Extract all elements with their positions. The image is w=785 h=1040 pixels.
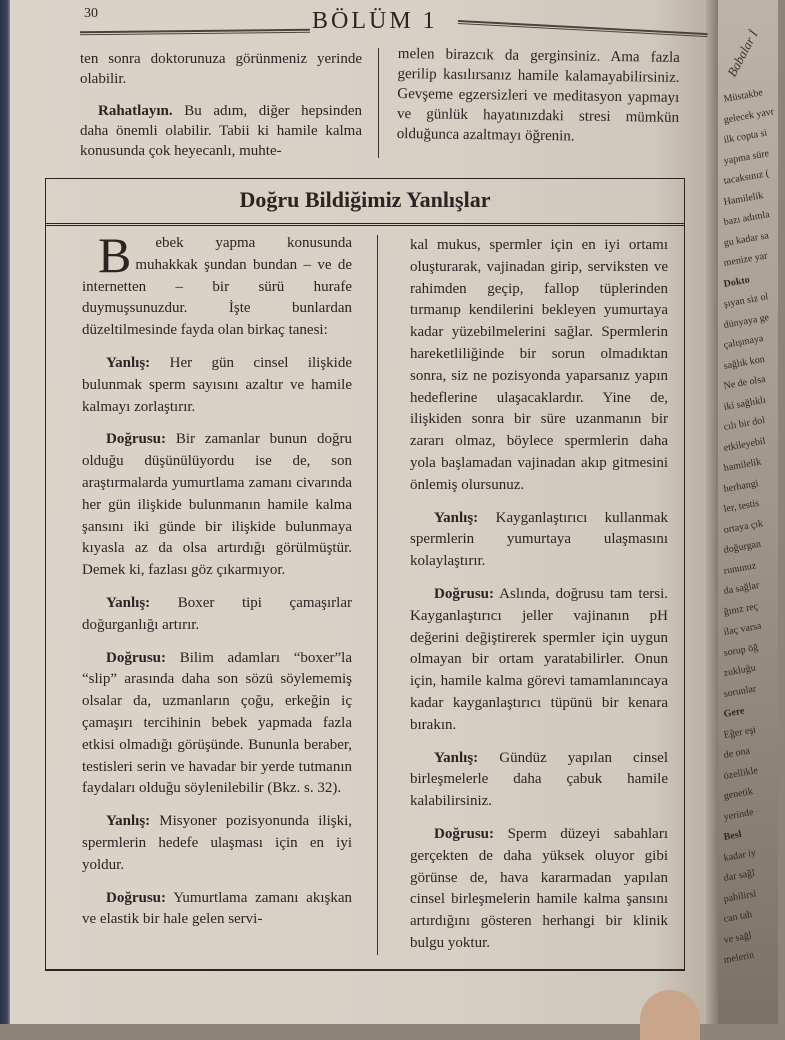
adjacent-page-line: gu kadar sa [722,229,770,249]
adjacent-page-line: dar sağl [722,867,756,884]
adjacent-page-line: özellikle [722,764,759,782]
fact-label: Doğrusu: [434,825,495,842]
fact-4 [410,584,668,737]
adjacent-page-line: Dokto [722,274,751,290]
paragraph: melen birazcık da gerginsiniz. Ama fazla gerilip kasılırsanız hamile kalamayabilirsiniz. Gevşeme egzersizleri ve meditasyon yapmayı ve günlük hayatınızdaki stresi mümkün olduğunca azaltmayı öğrenin. [396,45,680,145]
fact-text: Sperm düzeyi sabahları gerçekten de daha yüksek oluyor gibi görünse de, hava kararmadan yapılan cinsel birleşmelerin hamile kalma şansını artırdığını gösteren herhangi bir klinik bulgu yoktur. [410,825,668,951]
fact-label: Doğrusu: [106,649,167,666]
adjacent-page-line: tacaksınız ( [722,168,770,187]
box-column-divider [377,235,378,955]
myth-label: Yanlış: [106,354,151,371]
adjacent-page-line: ortaya çık [722,517,764,536]
adjacent-page-line: Hamilelik [722,189,765,208]
myth-label: Yanlış: [106,813,151,830]
box-right-column [410,235,668,966]
paragraph: ten sonra doktorunuza görünmeniz yerinde olabilir. [80,51,362,87]
myth-4 [410,508,668,573]
adjacent-page-line: melerin [722,949,755,966]
box-intro [82,227,352,342]
adjacent-page-title: Babalar İ [724,27,761,80]
top-text-left-column [80,49,362,173]
adjacent-page-line: etkileyebil [722,435,767,454]
paragraph-rahatlayin [80,101,362,161]
myth-text: Boxer tipi çamaşırlar doğurganlığı artırır. [82,594,352,633]
myth-2 [82,593,352,637]
adjacent-page-text [722,87,784,972]
adjacent-page-line: pabilirsi [722,887,758,905]
myth-label: Yanlış: [434,749,479,766]
fact-label: Doğrusu: [106,431,167,448]
adjacent-page-line: çalışmaya [722,333,765,351]
adjacent-page-line: yerinde [722,806,755,823]
fact-text: Bilim adamları “boxer”la “slip” arasında daha son sözü söylememiş olsalar da, uzmanların çoğu, erkeğin iç çamaşırı tercihinin bebek yapmada fazla etkisi olmadığı görüşünde. Bununla beraber, testisleri serin ve havadar bir yerde tutmanın faydaları olduğu söylenilebilir (Bkz. s. 32). [82,649,352,797]
adjacent-page-line: ilk copta si [722,127,769,146]
fact-label: Doğrusu: [106,889,167,906]
fact-3 [82,888,352,932]
fact-label: Doğrusu: [434,585,495,602]
adjacent-page-line: de ona [722,745,751,761]
adjacent-page-line: dünyaya ge [722,311,770,331]
adjacent-page-line: sorup öğ [722,641,760,659]
drop-cap: B [98,227,132,283]
adjacent-page-line: şıyan siz ol [722,291,770,310]
adjacent-page-line: kadar iy [722,846,757,864]
adjacent-page [718,0,778,1024]
adjacent-page-line: ve sağl [722,929,753,946]
fact-text: Bir zamanlar bunun doğru olduğu düşünülüyordu ise de, son araştırmalarda yumurtlama zamanı civarında her gün ilişkide bulunmanın hamile kalma şansını iki günde bir ilişkide bulunmaya kıyasla az da olsa artırdığı görülmüştür. Demek ki, fazlası göz çıkarmıyor. [82,431,352,579]
adjacent-page-line: genetik [722,785,754,802]
adjacent-page-line: doğurgan [722,538,762,556]
fact-3-continued: kal mukus, spermler için en iyi ortamı oluşturarak, vajinadan girip, serviksten ve rahimden geçip, fallop tüplerinden tırmanıp kendilerini bekleyen yumurtaya kadar yüzebilmelerini sağlar. Spermlerin hareketliliğinde bir sorun olmadıktan sonra, siz ne pozisyonda yaparsanız yapın hedeflerine ulaşacaklardır. Yine de, ilişkiden sonra bir süre uzanmanın bir zararı olmaz, böylece spermlerin daha yola başlamadan vajinadan akıp gitmesini önlemiş olursunuz. [410,237,668,493]
box-title: Doğru Bildiğimiz Yanlışlar [239,187,491,212]
myth-text: Her gün cinsel ilişkide bulunmak sperm sayısını azaltır ve hamile kalmayı zorlaştırır. [82,354,352,415]
box-header [46,179,684,226]
adjacent-page-line: gelecek yavr [722,105,775,126]
sidebar-box [45,178,685,971]
chapter-title: BÖLÜM 1 [312,8,438,34]
paragraph-lead: Rahatlayın. [98,103,173,119]
adjacent-page-line: Eğer eşi [722,723,757,741]
adjacent-page-line: herhangi [722,477,760,495]
myth-text: Kayganlaştırıcı kullanmak spermlerin yumurtaya ulaşmasını kolaylaştırır. [410,509,668,570]
myth-label: Yanlış: [106,594,151,611]
myth-text: Misyoner pozisyonunda ilişki, spermlerin hedefe ulaşması için en iyi yoldur. [82,813,352,873]
adjacent-page-line: da sağlar [722,579,761,597]
adjacent-page-line: hamilelik [722,456,763,474]
adjacent-page-line: zukluğu [722,662,757,679]
adjacent-page-line: ilaç varsa [722,620,763,638]
intro-text: ebek yapma konusunda muhakkak şundan bundan – ve de internetten – bir sürü hurafe duymuşsunuzdur. İşte bunlardan düzeltilmesinde fayda olan birkaç tanesi: [82,235,352,339]
top-text-right-column [396,44,680,160]
fact-1 [82,429,352,582]
adjacent-page-line: bazı adımla [722,209,771,228]
adjacent-page-line: ler, testis [722,497,760,515]
adjacent-page-line: menize yar [722,250,769,269]
adjacent-page-line: cılı bir dol [722,414,766,433]
box-left-column [82,227,352,942]
adjacent-page-line: yapma süre [722,147,770,167]
myth-3 [82,811,352,876]
fact-text: Yumurtlama zamanı akışkan ve elastik bir hale gelen servi- [82,889,352,928]
adjacent-page-line: iki sağlıklı [722,394,767,413]
fact-2 [82,648,352,801]
adjacent-page-line: rununuz [722,559,758,577]
myth-5 [410,748,668,813]
adjacent-page-line: Gere [722,705,746,720]
myth-label: Yanlış: [434,509,479,526]
adjacent-page-line: Besl [722,829,743,843]
adjacent-page-line: sağlık kon [722,353,766,372]
column-divider [378,48,379,158]
fact-5 [410,824,668,955]
adjacent-page-line: ğınız reç [722,600,760,618]
adjacent-page-line: sorunlar [722,682,758,700]
myth-text: Gündüz yapılan cinsel birleşmelerle daha çabuk hamile kalabilirsiniz. [410,749,668,810]
adjacent-page-line: can tah [722,909,753,925]
adjacent-page-line: Müstakbe [722,87,764,105]
paragraph-body: Bu adım, diğer hepsinden daha önemli olabilir. Tabii ki hamile kalma konusunda çok heyecanlı, muhte- [80,103,362,159]
page-number: 30 [84,6,98,21]
fact-text: Aslında, doğrusu tam tersi. Kayganlaştırıcı jeller vajinanın pH değerini değiştirerek spermler için uygun olmayan bir ortam yaratabilirler. Onun için, hamile kalma görevi tamamlanıncaya kadar kayganlaştırıcı tüpünü bir kenara bırakın. [410,585,668,733]
myth-1 [82,353,352,418]
adjacent-page-line: Ne de olsa [722,373,767,392]
